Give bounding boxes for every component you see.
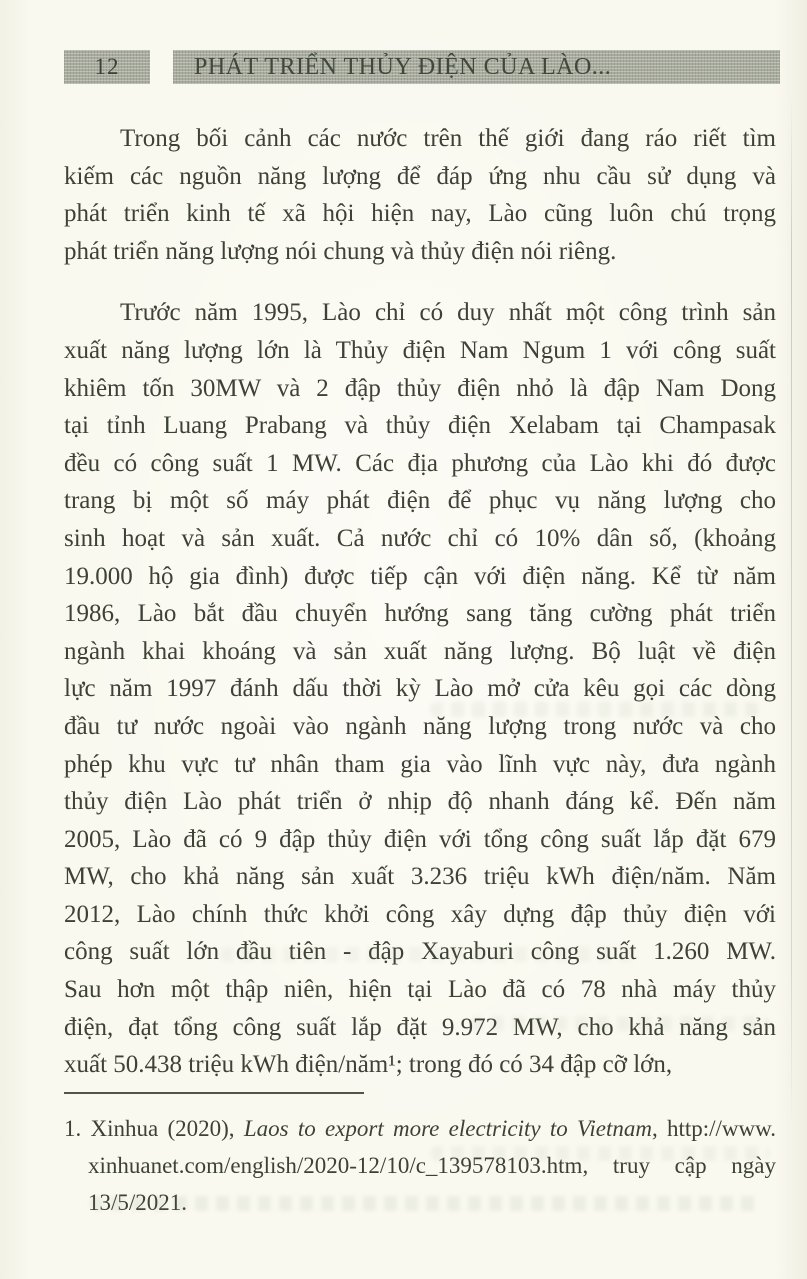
- text-line: đều có công suất 1 MW. Các địa phương của Lào khi đó được: [64, 449, 776, 477]
- footnote-line-1: [64, 1110, 776, 1147]
- running-header-band: [173, 50, 780, 84]
- footnote-ref-suffix: , http://www.: [651, 1116, 776, 1141]
- text-line: phát triển năng lượng nói chung và thủy điện nói riêng.: [64, 237, 617, 265]
- text-line: 1986, Lào bắt đầu chuyển hướng sang tăng cường phát triển: [64, 600, 776, 628]
- page-number-box: [64, 50, 150, 84]
- body-text: [64, 120, 776, 1084]
- footnote-line-2: xinhuanet.com/english/2020-12/10/c_139578103.htm, truy cập ngày: [88, 1153, 776, 1178]
- text-line: xuất 50.438 triệu kWh điện/năm¹; trong đó có 34 đập cỡ lớn,: [64, 1051, 673, 1079]
- running-header-title: PHÁT TRIỂN THỦY ĐIỆN CỦA LÀO...: [194, 53, 612, 80]
- text-line: ngành khai khoáng và sản xuất năng lượng. Bộ luật về điện: [64, 637, 776, 665]
- page-number: 12: [94, 54, 120, 79]
- text-line: điện, đạt tổng công suất lắp đặt 9.972 MW, cho khả năng sản: [64, 1013, 776, 1041]
- text-line: 19.000 hộ gia đình) được tiếp cận với điện năng. Kể từ năm: [64, 562, 776, 590]
- text-line: thủy điện Lào phát triển ở nhịp độ nhanh đáng kể. Đến năm: [64, 788, 776, 816]
- text-line: xuất năng lượng lớn là Thủy điện Nam Ngum 1 với công suất: [64, 336, 776, 364]
- footnote-ref-title-italic: Laos to export more electricity to Vietnam: [243, 1116, 652, 1141]
- text-line: tại tỉnh Luang Prabang và thủy điện Xelabam tại Champasak: [64, 412, 776, 440]
- text-line: Trong bối cảnh các nước trên thế giới đang ráo riết tìm: [120, 125, 776, 152]
- footnote-line-3: 13/5/2021.: [88, 1190, 188, 1215]
- text-line: kiếm các nguồn năng lượng để đáp ứng nhu cầu sử dụng và: [64, 162, 776, 190]
- text-line: MW, cho khả năng sản xuất 3.236 triệu kWh điện/năm. Năm: [64, 863, 776, 891]
- text-line: Sau hơn một thập niên, hiện tại Lào đã có 78 nhà máy thủy: [64, 976, 776, 1004]
- footnote: [64, 1110, 776, 1221]
- text-line: trang bị một số máy phát điện để phục vụ năng lượng cho: [64, 487, 776, 515]
- text-line: sinh hoạt và sản xuất. Cả nước chỉ có 10% dân số, (khoảng: [64, 524, 776, 552]
- text-line: lực năm 1997 đánh dấu thời kỳ Lào mở cửa kêu gọi các dòng: [64, 675, 776, 703]
- text-line: công suất lớn đầu tiên - đập Xayaburi công suất 1.260 MW.: [64, 938, 776, 966]
- text-line: Trước năm 1995, Lào chỉ có duy nhất một công trình sản: [120, 299, 776, 327]
- text-line: 2012, Lào chính thức khởi công xây dựng đập thủy điện với: [64, 900, 776, 928]
- text-line: đầu tư nước ngoài vào ngành năng lượng trong nước và cho: [64, 712, 776, 740]
- paragraph-2: [64, 294, 776, 1083]
- footnote-separator-rule: [64, 1092, 364, 1094]
- text-line: 2005, Lào đã có 9 đập thủy điện với tổng công suất lắp đặt 679: [64, 825, 776, 853]
- footnote-ref-prefix: 1. Xinhua (2020),: [64, 1116, 244, 1141]
- text-line: phép khu vực tư nhân tham gia vào lĩnh vực này, đưa ngành: [64, 750, 776, 778]
- page-edge-crease: [791, 95, 792, 1125]
- text-line: khiêm tốn 30MW và 2 đập thủy điện nhỏ là đập Nam Dong: [64, 374, 776, 402]
- paragraph-1: [64, 120, 776, 270]
- text-line: phát triển kinh tế xã hội hiện nay, Lào cũng luôn chú trọng: [64, 200, 776, 228]
